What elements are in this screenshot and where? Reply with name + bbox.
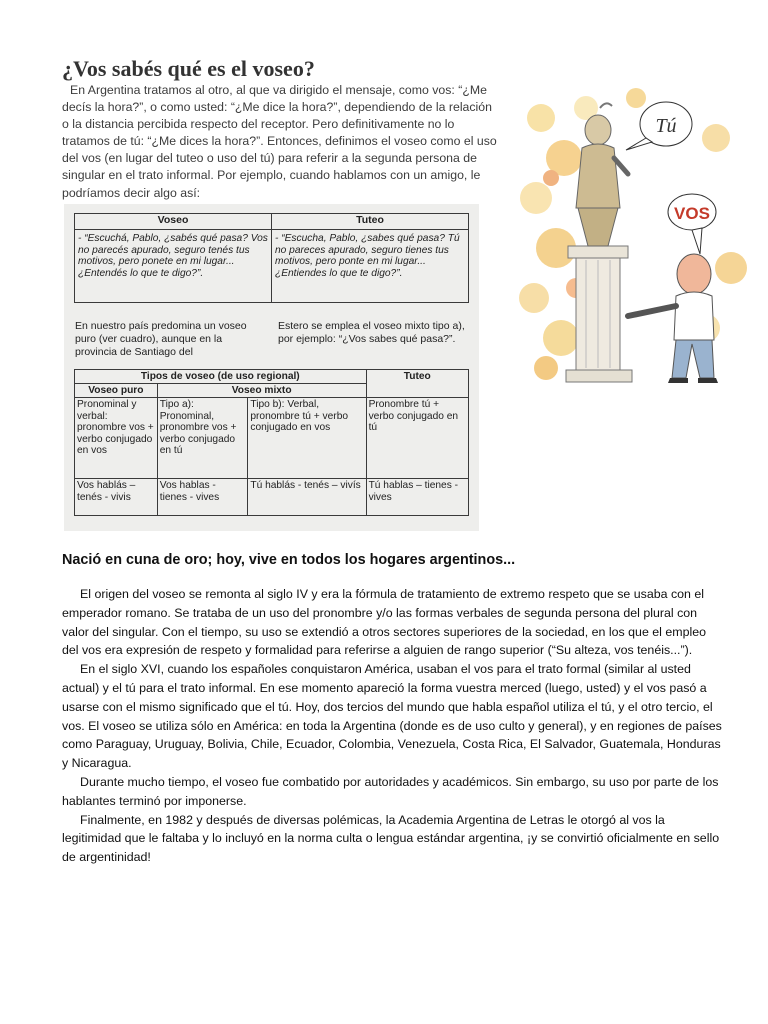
voseo-tuteo-table [74,213,469,303]
header-tipos: Tipos de voseo (de uso regional) [75,370,367,384]
body-paragraph: El origen del voseo se remonta al siglo IV y era la fórmula de tratamiento de extremo respeto que se usaba con el emperador romano. Se trataba de un uso del pronombre y/o las formas verbales de segunda persona del plural con valor del singular. Con el tiempo, su uso se extendió a otros sectores superiores de la sociedad, en los que el empleo del vos era expresión de respeto y formalidad para referirse a alguien de rango superior (“Su alteza, vos tenéis...”). [62,587,706,658]
ex-tuteo: Tú hablas – tienes - vives [366,479,468,516]
desc-tipo-b: Tipo b): Verbal, pronombre tú + verbo conjugado en vos [248,398,366,479]
ex-puro: Vos hablás – tenés - vivis [75,479,158,516]
tuteo-example: - “Escucha, Pablo, ¿sabes qué pasa? Tú no pareces apurado, seguro tienes tus motivos, pero ponte en mi lugar... ¿Entiendes lo que te digo?”. [272,230,469,303]
voseo-table-panel [64,204,479,531]
intro-text [62,82,498,202]
leaning-man [628,254,718,383]
voseo-types-table [74,369,469,516]
header-tuteo: Tuteo [272,214,469,230]
section-heading: Nació en cuna de oro; hoy, vive en todos los hogares argentinos... [62,552,516,568]
body-paragraph: En el siglo XVI, cuando los españoles conquistaron América, usaban el vos para el trato formal (similar al usted actual) y el tú para el trato informal. En ese momento apareció la forma vuestra merced (luego, usted) y el vos pasó a usarse con el mismo significado que el tú. Hoy, dos tercios del mundo que habla español utiliza el tú, y el otro tercio, el vos. El voseo se utiliza sólo en América: en toda la Argentina (donde es de uso culto y general), y en regiones de países como Paraguay, Uruguay, Bolivia, Chile, Ecuador, Colombia, Venezuela, Costa Rica, El Salvador, Guatemala, Honduras y Nicaragua. [62,662,722,771]
note-left: En nuestro país predomina un voseo puro (ver cuadro), aunque en la provincia de Santiago del [75,320,247,358]
body-paragraph: Finalmente, en 1982 y después de diversas polémicas, la Academia Argentina de Letras le otorgó al vos la legitimidad que le faltaba y lo incluyó en la norma culta o lengua estándar argentina, ¡y se convirtió oficialmente en sello de argentinidad! [62,812,720,865]
body-paragraph: Durante mucho tiempo, el voseo fue combatido por autoridades y académicos. Sin embargo, su uso por parte de los hablantes terminó por imponerse. [62,774,719,808]
desc-puro: Pronominal y verbal: pronombre vos + verbo conjugado en vos [75,398,158,479]
column-pedestal [566,246,632,382]
speech-bubble-tu [626,102,692,150]
desc-tipo-a: Tipo a): Pronominal, pronombre vos + verbo conjugado en tú [157,398,248,479]
note-right: Estero se emplea el voseo mixto tipo a), por ejemplo: “¿Vos sabes qué pasa?”. [278,320,465,345]
header-tuteo-2: Tuteo [366,370,468,398]
statue-figure [576,103,628,246]
header-voseo-puro: Voseo puro [75,384,158,398]
desc-tuteo: Pronombre tú + verbo conjugado en tú [366,398,468,479]
intro-paragraph: En Argentina tratamos al otro, al que va dirigido el mensaje, como vos: “¿Me decís la hora?”, o como usted: “¿Me dice la hora?”, dependiendo de la relación o la distancia percibida respecto del receptor. Pero definitivamente no lo tratamos de tú: “¿Me dices la hora?”. Entonces, definimos el voseo como el uso del vos (en lugar del tuteo o uso del tú) para referir a la segunda persona de singular en el trato informal. Por ejemplo, cuando hablamos con un amigo, le podríamos decir algo así: [62,83,497,200]
speech-bubble-vos [668,194,716,254]
header-voseo-mixto: Voseo mixto [157,384,366,398]
ex-tipo-a: Vos hablas - tienes - vives [157,479,248,516]
cartoon-illustration [516,78,748,390]
body-text [62,585,722,867]
ex-tipo-b: Tú hablás - tenés – vivís [248,479,366,516]
page-title: ¿Vos sabés qué es el voseo? [62,56,315,81]
header-voseo: Voseo [75,214,272,230]
voseo-example: - “Escuchá, Pablo, ¿sabés qué pasa? Vos no parecés apurado, seguro tenés tus motivos, pero ponete en mi lugar... ¿Entendés lo que te digo?”. [75,230,272,303]
bubble-tu-text: Tú [655,115,677,137]
bubble-vos-text: VOS [674,204,710,223]
